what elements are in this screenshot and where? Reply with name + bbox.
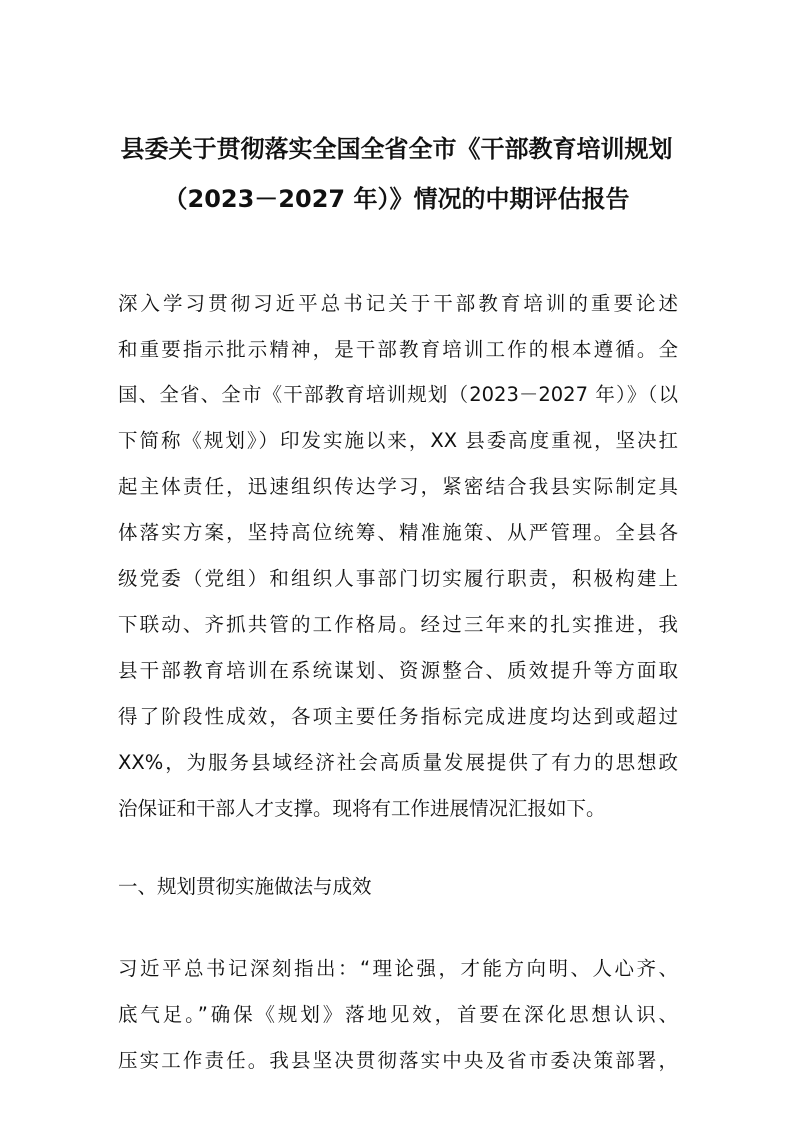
paragraph-line: 和重要指示批示精神，是干部教育培训工作的根本遵循。全 — [118, 338, 678, 361]
paragraph-line: 得了阶段性成效，各项主要任务指标完成进度均达到或超过 — [118, 705, 678, 728]
paragraph-line: 县干部教育培训在系统谋划、资源整合、质效提升等方面取 — [118, 659, 678, 682]
section-heading: 一、规划贯彻实施做法与成效 — [118, 875, 372, 898]
paragraph-line: 体落实方案，坚持高位统筹、精准施策、从严管理。全县各 — [118, 521, 678, 544]
paragraph-line: 下简称《规划》）印发实施以来，XX 县委高度重视，坚决扛 — [118, 429, 678, 452]
paragraph-line: 级党委（党组）和组织人事部门切实履行职责，积极构建上 — [118, 567, 678, 590]
paragraph-line: 压实工作责任。我县坚决贯彻落实中央及省市委决策部署， — [118, 1049, 678, 1072]
paragraph-line: 治保证和干部人才支撑。现将有工作进展情况汇报如下。 — [118, 797, 606, 820]
paragraph-line: 深入学习贯彻习近平总书记关于干部教育培训的重要论述 — [118, 292, 678, 315]
paragraph-line: 习近平总书记深刻指出：“理论强，才能方向明、人心齐、 — [118, 957, 678, 980]
document-title-line-2: （2023－2027 年）》情况的中期评估报告 — [163, 185, 630, 213]
paragraph-line: XX%，为服务县域经济社会高质量发展提供了有力的思想政 — [118, 751, 678, 774]
paragraph-line: 国、全省、全市《干部教育培训规划（2023－2027 年）》（以 — [118, 383, 678, 406]
document-title-line-1: 县委关于贯彻落实全国全省全市《干部教育培训规划 — [120, 135, 673, 163]
paragraph-line: 底气足。”确保《规划》落地见效，首要在深化思想认识、 — [118, 1003, 678, 1026]
paragraph-line: 起主体责任，迅速组织传达学习，紧密结合我县实际制定具 — [118, 475, 678, 498]
paragraph-line: 下联动、齐抓共管的工作格局。经过三年来的扎实推进，我 — [118, 613, 678, 636]
